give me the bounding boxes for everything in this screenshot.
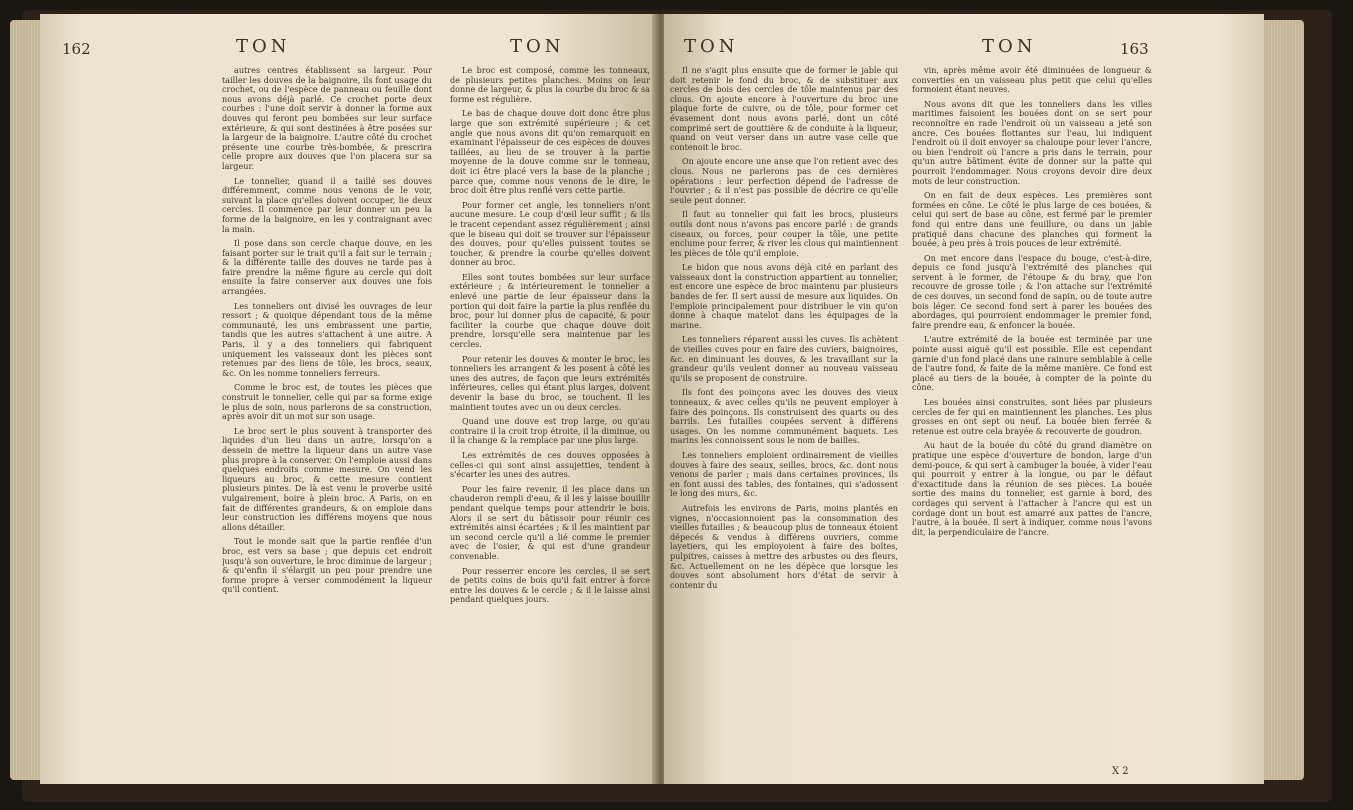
signature-mark: X 2 <box>1112 766 1129 777</box>
left-page-header-2: TON <box>510 36 565 57</box>
paragraph: Le bas de chaque douve doit donc être plus large que son extrémité supérieure ; & cet angle que nous avons dit qu'on remarquoit en examinant l'épaisseur de ces espèces de douves taillées, au lieu de se trouver à la partie moyenne de la douve comme sur le tonneau, doit ici être placé vers la base de la planche ; parce que, comme nous venons de le dire, le broc doit être plus renflé vers cette partie. <box>450 108 650 196</box>
paragraph: Les tonneliers emploient ordinairement de vieilles douves à faire des seaux, seilles, brocs, &c. dont nous venons de parler ; mais dans certaines provinces, ils en font aussi des tables, des fontaines, qui s'adossent le long des murs, &c. <box>670 449 898 499</box>
left-column-1 <box>222 66 432 766</box>
left-page <box>40 14 658 784</box>
paragraph: Tout le monde sait que la partie renflée d'un broc, est vers sa base ; que depuis cet endroit jusqu'à son ouverture, le broc diminue de largeur ; & qu'enfin il s'élargit un peu pour prendre une forme propre à verser commodément la liqueur qu'il contient. <box>222 536 432 595</box>
paragraph: Le broc sert le plus souvent à transporter des liquides d'un lieu dans un autre, lorsqu'on a dessein de mettre la liqueur dans un autre vase plus propre à la conserver. On l'emploie aussi dans quelques endroits comme mesure. On vend les liqueurs au broc, & cette mesure contient plusieurs pintes. De là est venu le proverbe usité vulgairement, boire à plein broc. A Paris, on en fait de différentes grandeurs, & on emploie dans leur construction les différens moyens que nous allons détailler. <box>222 425 432 532</box>
paragraph: vin, après même avoir été diminuées de longueur & converties en un vaisseau plus petit que celui qu'elles formoient étant neuves. <box>912 66 1152 95</box>
right-page-header-2: TON <box>684 36 739 57</box>
paragraph: Il faut au tonnelier qui fait les brocs, plusieurs outils dont nous n'avons pas encore parlé : de grands ciseaux, ou forces, pour couper la tôle, une petite enclume pour ferrer, & river les clous qui maintiennent les pièces de tôle qu'il emploie. <box>670 209 898 258</box>
left-column-2 <box>450 66 650 766</box>
paragraph: Ils font des poinçons avec les douves des vieux tonneaux, & avec celles qu'ils ne peuvent employer à faire des poinçons. Ils construisent des quarts ou des barrils. Les futailles coupées servent à différens usages. On les nomme communément baquets. Les marins les connoissent sous le nom de bailles. <box>670 387 898 446</box>
paragraph: Elles sont toutes bombées sur leur surface extérieure ; & intérieurement le tonnelier a enlevé une partie de leur épaisseur dans la portion qui doit faire la partie la plus renflée du broc, pour lui donner plus de capacité, & pour faciliter la courbe que chaque douve doit prendre, lorsqu'elle sera maintenue par les cercles. <box>450 271 650 350</box>
page-edges-left <box>10 20 44 780</box>
paragraph: Autrefois les environs de Paris, moins plantés en vignes, n'occasionnoient pas la consommation des vieilles futailles ; & beaucoup plus de tonneaux étoient dépecés & vendus à différens ouvriers, comme layetiers, qui les employoient à faire des boîtes, pulpitres, caisses à mettre des arbustes ou des fleurs, &c. Actuellement on ne les dépèce que lorsque les douves sont absolument hors d'état de servir à contenir du <box>670 502 898 590</box>
paragraph: Pour former cet angle, les tonneliers n'ont aucune mesure. Le coup d'œil leur suffit ; & ils le tracent cependant assez régulièrement ; ainsi que le biseau qui doit se trouver sur l'épaisseur des douves, pour qu'elles puissent toutes se toucher, & prendre la courbe qu'elles doivent donner au broc. <box>450 199 650 268</box>
paragraph: Pour resserrer encore les cercles, il se sert de petits coins de bois qu'il fait entrer à force entre les douves & le cercle ; & il le laisse ainsi pendant quelques jours. <box>450 565 650 605</box>
paragraph: L'autre extrémité de la bouée est terminée par une pointe aussi aiguë qu'il est possible. Elle est cependant garnie d'un fond placé dans une rainure semblable à celle de l'autre fond, & faite de la même manière. Ce fond est placé au tiers de la bouée, à compter de la pointe du cône. <box>912 334 1152 393</box>
paragraph: Le broc est composé, comme les tonneaux, de plusieurs petites planches. Moins on leur donne de largeur, & plus la courbe du broc & sa forme est régulière. <box>450 66 650 104</box>
right-page-header: TON <box>982 36 1037 57</box>
paragraph: Pour les faire revenir, il les place dans un chauderon rempli d'eau, & il les y laisse bouillir pendant quelque temps pour attendrir le bois. Alors il se sert du bâtissoir pour réunir ces extrémités ainsi écartées ; & il les maintient par un second cercle qu'il a lié comme le premier avec de l'osier, & qui est d'une grandeur convenable. <box>450 483 650 561</box>
paragraph: Les extrémités de ces douves opposées à celles-ci qui sont ainsi assujetties, tendent à s'écarter les unes des autres. <box>450 449 650 480</box>
paragraph: On ajoute encore une anse que l'on retient avec des clous. Nous ne parlerons pas de ces dernières opérations : leur perfection dépend de l'adresse de l'ouvrier ; & il n'est pas possible de décrire ce qu'elle seule peut donner. <box>670 156 898 205</box>
paragraph: Les tonneliers réparent aussi les cuves. Ils achètent de vieilles cuves pour en faire des cuviers, baignoires, &c. en diminuant les douves, & les travaillant sur la grandeur qu'ils veulent donner au nouveau vaisseau qu'ils se proposent de construire. <box>670 334 898 383</box>
right-column-1 <box>670 66 898 766</box>
left-page-number: 162 <box>62 40 91 58</box>
paragraph: Le bidon que nous avons déjà cité en parlant des vaisseaux dont la construction appartient au tonnelier, est encore une espèce de broc maintenu par plusieurs bandes de fer. Il sert aussi de mesure aux liquides. On l'emploie principalement pour distribuer le vin qu'on donne à chaque matelot dans les équipages de la marine. <box>670 262 898 330</box>
paragraph: Au haut de la bouée du côté du grand diamètre on pratique une espèce d'ouverture de bondon, large d'un demi-pouce, & qui sert à cambuger la bouée, à vider l'eau qui pourroit y entrer à la longue, ou par le défaut d'exactitude dans la réunion de ses pièces. La bouée sortie des mains du tonnelier, est garnie à bord, des cordages qui servent à l'attacher à l'ancre qui est un cordage dont un bout est amarré aux pattes de l'ancre, l'autre, à la bouée. Il sert à indiquer, comme nous l'avons dit, la perpendiculaire de l'ancre. <box>912 440 1152 537</box>
paragraph: Il ne s'agit plus ensuite que de former le jable qui doit retenir le fond du broc, & de substituer aux cercles de bois des cercles de tôle maintenus par des clous. On ajoute encore à l'ouverture du broc une plaque forte de cuivre, ou de tôle, pour former cet évasement dont nous avons parlé, dont un côté comprimé sert de gouttière & de conduite à la liqueur, quand on veut verser dans un autre vase celle que contenoit le broc. <box>670 66 898 152</box>
paragraph: On en fait de deux espèces. Les premières sont formées en cône. Le côté le plus large de ces bouées, & celui qui sert de base au cône, est fermé par le premier fond qui entre dans une feuillure, ou dans un jable pratiqué dans chacune des planches qui forment la bouée, à peu près à trois pouces de leur extrémité. <box>912 190 1152 249</box>
right-column-2 <box>912 66 1152 766</box>
paragraph: Les bouées ainsi construites, sont liées par plusieurs cercles de fer qui en maintiennent les planches. Les plus grosses en ont sept ou neuf. La bouée bien ferrée & retenue est outre cela brayée & recouverte de goudron. <box>912 397 1152 436</box>
paragraph: On met encore dans l'espace du bouge, c'est-à-dire, depuis ce fond jusqu'à l'extrémité des planches qui servent à le former, de l'étoupe & du bray, que l'on recouvre de grosse toile ; & l'on attache sur l'extrémité de ces douves, un second fond de sapin, ou de toute autre bois léger. Ce second fond sert à parer les bouées des abordages, qui pourroient endommager le premier fond, faire prendre eau, & enfoncer la bouée. <box>912 252 1152 330</box>
paragraph: Le tonnelier, quand il a taillé ses douves différemment, comme nous venons de le voir, suivant la place qu'elles doivent occuper, lie deux cercles. Il commence par leur donner un peu la forme de la baignoire, en les y contraignant avec la main. <box>222 175 432 234</box>
paragraph: Nous avons dit que les tonneliers dans les villes maritimes faisoient les bouées dont on se sert pour reconnoître en rade l'endroit où un vaisseau a jeté son ancre. Ces bouées flottantes sur l'eau, lui indiquent l'endroit où il doit envoyer sa chaloupe pour lever l'ancre, ou bien l'endroit où l'ancre a pris dans le terrain, pour qu'un autre bâtiment évite de donner sur la patte qui pourroit l'endommager. Nous croyons devoir dire deux mots de leur construction. <box>912 98 1152 186</box>
paragraph: Il pose dans son cercle chaque douve, en les faisant porter sur le trait qu'il a fait sur le terrain ; & la différente taille des douves ne tarde pas à faire prendre la même figure au cercle qui doit ensuite la faire conserver aux douves une fois arrangées. <box>222 238 432 297</box>
right-page-number: 163 <box>1120 40 1149 58</box>
page-edges-right <box>1262 20 1304 780</box>
paragraph: Pour retenir les douves & monter le broc, les tonneliers les arrangent & les posent à côté les unes des autres, de façon que leurs extrémités inférieures, celles qui étant plus larges, doivent devenir la base du broc, se touchent. Il les maintient toutes avec un ou deux cercles. <box>450 353 650 412</box>
right-page <box>664 14 1264 784</box>
paragraph: Les tonneliers ont divisé les ouvrages de leur ressort ; & quoique dépendant tous de la même communauté, les uns embrassent une partie, tandis que les autres s'attachent à une autre. A Paris, il y a des tonneliers qui fabriquent uniquement les vaisseaux dont les pièces sont retenues par des liens de tôle, les brocs, seaux, &c. On les nomme tonneliers ferreurs. <box>222 300 432 378</box>
left-page-header: TON <box>236 36 291 57</box>
paragraph: autres centres établissent sa largeur. Pour tailler les douves de la baignoire, ils font usage du crochet, ou de l'espèce de panneau ou feuille dont nous avons déjà parlé. Ce crochet porte deux courbes : l'une doit servir à donner la forme aux douves qui feront peu bombées sur leur surface extérieure, & qui sont destinées à être posées sur la largeur de la baignoire. L'autre côté du crochet présente une courbe très-bombée, & prescrira celle propre aux douves que l'on placera sur sa largeur. <box>222 66 432 171</box>
paragraph: Quand une douve est trop large, ou qu'au contraire il la croit trop étroite, il la diminue, ou il la change & la remplace par une plus large. <box>450 416 650 446</box>
paragraph: Comme le broc est, de toutes les pièces que construit le tonnelier, celle qui par sa forme exige le plus de soin, nous parlerons de sa construction, après avoir dit un mot sur son usage. <box>222 382 432 422</box>
